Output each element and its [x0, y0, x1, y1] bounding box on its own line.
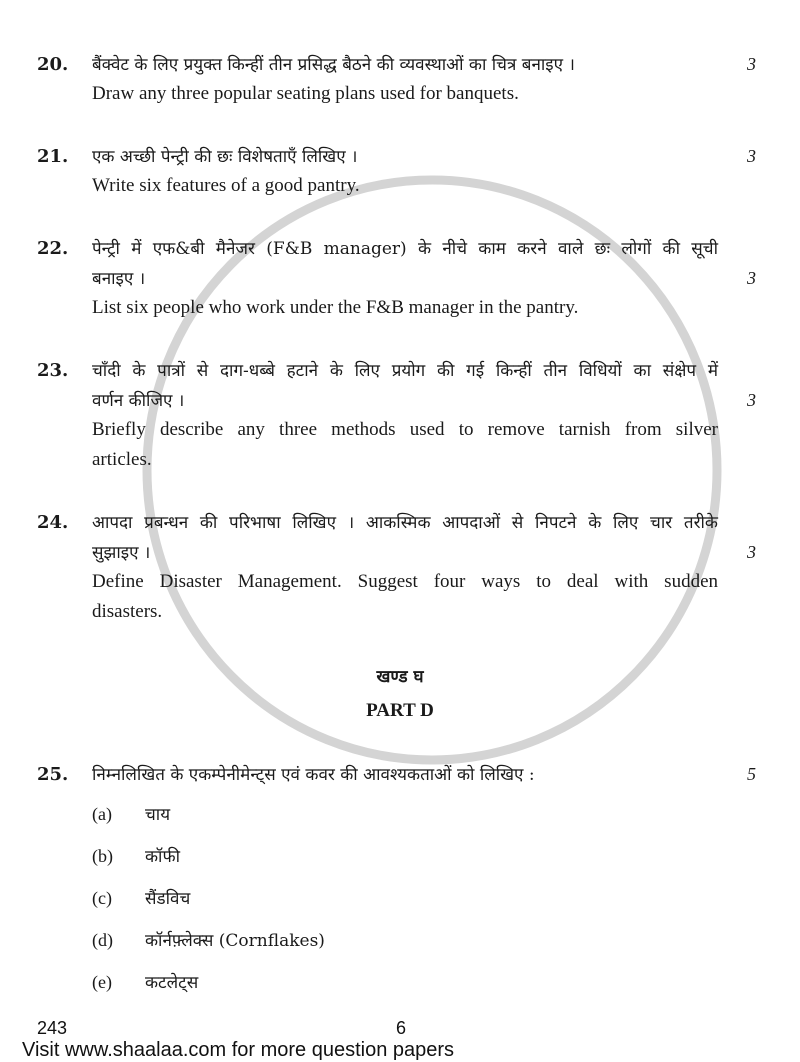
paper-code: 243: [37, 1018, 68, 1038]
subitem: [0, 886, 800, 928]
subitem-label: (b): [92, 846, 113, 866]
question-22: [0, 234, 800, 324]
question-number: 21.: [37, 146, 69, 167]
question-hindi: वर्णन कीजिए ।: [92, 391, 185, 411]
footer: [0, 1018, 800, 1038]
promo-link[interactable]: Visit www.shaalaa.com for more question papers: [22, 1039, 455, 1061]
question-english: Draw any three popular seating plans used for banquets.: [92, 83, 519, 104]
subitem-label: (e): [92, 972, 112, 992]
subitem-text: कॉर्नफ़्लेक्स (Cornflakes): [145, 931, 325, 951]
subitem: [0, 844, 800, 886]
subitem-label: (c): [92, 888, 112, 908]
question-english: Define Disaster Management. Suggest four ways to deal with sudden: [92, 571, 718, 592]
section-title: PART D: [366, 700, 434, 721]
question-english: Briefly describe any three methods used to remove tarnish from silver: [92, 419, 718, 440]
subitem-text: कटलेट्स: [145, 973, 199, 993]
question-21: [0, 142, 800, 202]
question-number: 23.: [37, 360, 69, 381]
question-marks: 3: [747, 390, 756, 410]
question-number: 22.: [37, 238, 69, 259]
subitem: [0, 970, 800, 1012]
question-24: [0, 508, 800, 628]
section-title-hindi: खण्ड घ: [376, 667, 424, 687]
question-hindi: चाँदी के पात्रों से दाग-धब्बे हटाने के लिए प्रयोग की गई किन्हीं तीन विधियों का संक्षेप में: [92, 361, 718, 381]
question-marks: 3: [747, 268, 756, 288]
question-hindi: आपदा प्रबन्धन की परिभाषा लिखिए । आकस्मिक आपदाओं से निपटने के लिए चार तरीके: [92, 513, 718, 533]
question-english: List six people who work under the F&B manager in the pantry.: [92, 297, 579, 318]
question-20: [0, 50, 800, 110]
question-number: 20.: [37, 54, 69, 75]
question-hindi: बनाइए ।: [92, 269, 146, 289]
subitem: [0, 802, 800, 844]
question-hindi: सुझाइए ।: [92, 543, 151, 563]
question-23: [0, 356, 800, 476]
question-marks: 3: [747, 146, 756, 166]
subitem-text: सैंडविच: [145, 889, 191, 909]
question-marks: 3: [747, 54, 756, 74]
question-english: disasters.: [92, 601, 163, 622]
question-25: [0, 760, 800, 1012]
question-marks: 5: [747, 764, 756, 784]
question-hindi: पेन्ट्री में एफ&बी मैनेजर (F&B manager) के नीचे काम करने वाले छः लोगों की सूची: [92, 239, 718, 259]
question-english: articles.: [92, 449, 152, 470]
question-hindi: निम्नलिखित के एकम्पेनीमेन्ट्स एवं कवर की आवश्यकताओं को लिखिए :: [92, 765, 535, 785]
page-number: 6: [396, 1018, 407, 1038]
question-hindi: बैंक्वेट के लिए प्रयुक्त किन्हीं तीन प्रसिद्ध बैठने की व्यवस्थाओं का चित्र बनाइए ।: [92, 55, 575, 75]
question-number: 25.: [37, 764, 69, 785]
question-hindi: एक अच्छी पेन्ट्री की छः विशेषताएँ लिखिए ।: [92, 147, 358, 167]
subitem: [0, 928, 800, 970]
question-number: 24.: [37, 512, 69, 533]
question-marks: 3: [747, 542, 756, 562]
subitem-text: चाय: [145, 805, 171, 825]
subitem-label: (a): [92, 804, 112, 824]
question-english: Write six features of a good pantry.: [92, 175, 360, 196]
subitem-text: कॉफी: [145, 847, 180, 867]
subitem-label: (d): [92, 930, 113, 950]
